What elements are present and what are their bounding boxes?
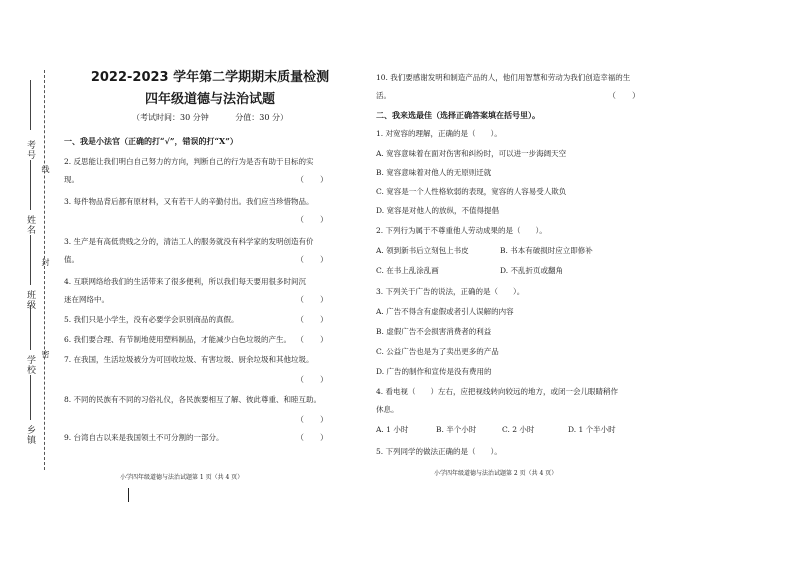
answer-bracket[interactable]: （ ） [296,295,328,304]
binding-field-town: 乡镇 [25,425,35,445]
question-line: 3. 下列关于广告的说法，正确的是（ ）。 [376,287,525,296]
section-one-heading: 一、我是小法官（正确的打“√”，错误的打“X”） [64,136,238,146]
option-line: C. 宽容是一个人性格软弱的表现，宽容的人容易受人欺负 [376,187,567,196]
page-two [372,60,672,500]
exam-subject-title: 四年级道德与法治试题 [144,92,275,107]
option-line: C. 在书上乱涂乱画 [376,266,439,275]
option-line: A. 领到新书后立刻包上书皮 [376,246,469,255]
answer-bracket[interactable]: （ ） [296,255,328,264]
question-line: 活。 [376,91,391,100]
question-line: 3. 生产是有高低贵贱之分的，清洁工人的服务就没有科学家的发明创造有价 [64,237,314,246]
section-two-heading: 二、我来选最佳（选择正确答案填在括号里）。 [376,110,540,120]
page-one [60,60,360,500]
binding-mark-secret: 密 [41,350,50,358]
exam-info [60,112,360,123]
binding-field-school: 学校 [25,355,35,375]
binding-rule [30,160,31,210]
exam-time: （考试时间：30 分钟 [131,113,209,122]
question-line: 5. 我们只是小学生，没有必要学会识别商品的真假。 [64,315,239,324]
question-line: 7. 在我国，生活垃圾被分为可回收垃圾、有害垃圾、厨余垃圾和其他垃圾。 [64,355,314,364]
answer-bracket[interactable]: （ ） [296,375,328,384]
binding-rule [30,375,31,420]
question-line: 休息。 [376,405,399,414]
question-line: 10. 我们要感谢发明和制造产品的人，他们用智慧和劳动为我们创造幸福的生 [376,73,631,82]
question-line: 6. 我们要合理、有节制地使用塑料制品，才能减少白色垃圾的产生。 [64,335,292,344]
question-line: 3. 每件物品背后都有原材料，又有若干人的辛勤付出。我们应当珍惜物品。 [64,197,314,206]
option-line: C. 2 小时 [502,425,535,434]
answer-bracket[interactable]: （ ） [296,175,328,184]
option-line: B. 书本有破损时应立即修补 [500,246,593,255]
question-line: 4. 看电视（ ）左右，应把视线转向较远的地方，或闭一会儿眼睛稍作 [376,387,619,396]
option-line: D. 广告的制作和宣传是没有费用的 [376,367,492,376]
binding-dashed-line [44,70,45,470]
question-line: 值。 [64,255,79,264]
binding-rule [30,235,31,285]
answer-bracket[interactable]: （ ） [296,415,328,424]
binding-mark-line: 线 [41,165,50,173]
question-line: 现。 [64,175,79,184]
answer-bracket[interactable]: （ ） [296,335,328,344]
binding-field-exam-number: 考号 [25,140,35,160]
question-line: 5. 下列同学的做法正确的是（ ）。 [376,447,502,456]
answer-bracket[interactable]: （ ） [296,315,328,324]
exam-score: 分值：30 分） [235,113,288,122]
question-line: 迷在网络中。 [64,295,109,304]
option-line: B. 半个小时 [436,425,477,434]
option-line: A. 宽容意味着在面对伤害和纠纷时，可以进一步海阔天空 [376,149,567,158]
option-line: B. 宽容意味着对他人的无原则迁就 [376,168,492,177]
question-line: 4. 互联网络给我们的生活带来了很多便利，所以我们每天要用很多时间沉 [64,277,307,286]
question-line: 2. 反思能让我们明白自己努力的方向，判断自己的行为是否有助于目标的实 [64,157,314,166]
scan-mark [128,488,129,502]
page-footer: 小学四年级道德与法治试题第 1 页（共 4 页） [120,474,244,481]
option-line: B. 虚假广告不会损害消费者的利益 [376,327,492,336]
option-line: D. 1 个半小时 [568,425,616,434]
page-footer: 小学四年级道德与法治试题第 2 页（共 4 页） [434,470,558,477]
answer-bracket[interactable]: （ ） [608,91,640,100]
binding-rule [30,80,31,130]
option-line: A. 1 小时 [376,425,409,434]
binding-field-name: 姓名 [25,215,35,235]
question-line: 1. 对宽容的理解，正确的是（ ）。 [376,129,502,138]
answer-bracket[interactable]: （ ） [296,433,328,442]
question-line: 9. 台湾自古以来是我国领土不可分割的一部分。 [64,433,224,442]
question-line: 2. 下列行为属于不尊重他人劳动成果的是（ ）。 [376,226,547,235]
binding-rule [30,305,31,350]
option-line: A. 广告不得含有虚假或者引人误解的内容 [376,307,514,316]
exam-title: 2022-2023 学年第二学期期末质量检测 [90,70,330,85]
option-line: D. 不乱折页或翻角 [500,266,564,275]
option-line: D. 宽容是对他人的放纵，不值得提倡 [376,206,500,215]
answer-bracket[interactable]: （ ） [296,215,328,224]
binding-mark-seal: 封 [41,258,50,266]
binding-field-class: 班级 [25,290,35,310]
question-line: 8. 不同的民族有不同的习俗礼仪，各民族要相互了解、彼此尊重、和睦互助。 [64,395,322,404]
option-line: C. 公益广告也是为了卖出更多的产品 [376,347,499,356]
